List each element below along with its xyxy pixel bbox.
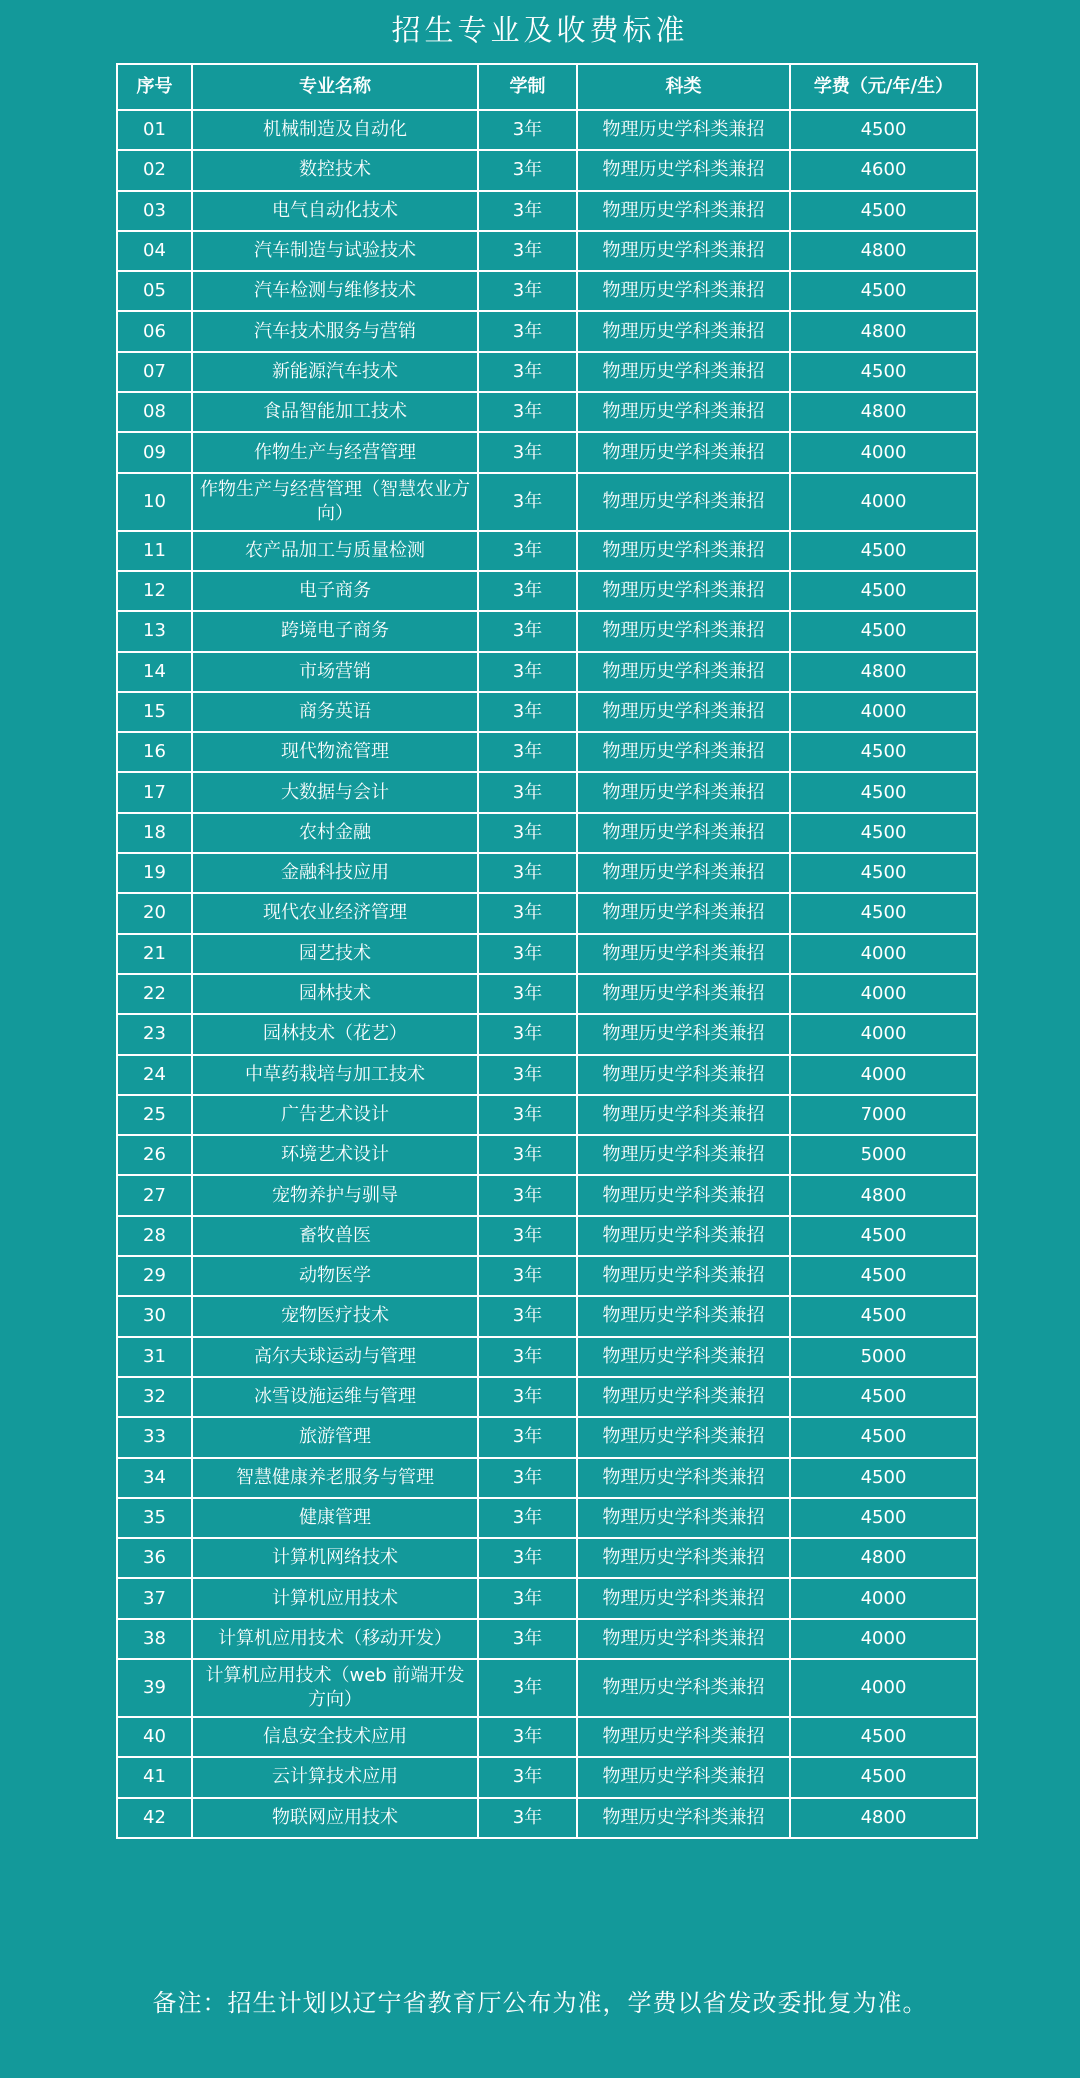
row-number: 04 — [117, 231, 192, 271]
duration: 3年 — [478, 611, 577, 651]
row-number: 31 — [117, 1337, 192, 1377]
table-row — [117, 934, 977, 974]
major-name: 园林技术（花艺） — [192, 1014, 478, 1054]
row-number: 24 — [117, 1055, 192, 1095]
tuition-fee: 4500 — [790, 271, 977, 311]
row-number: 40 — [117, 1717, 192, 1757]
table-row — [117, 1055, 977, 1095]
major-name: 作物生产与经营管理 — [192, 432, 478, 472]
subject-category: 物理历史学科类兼招 — [577, 1798, 790, 1838]
table-row — [117, 1578, 977, 1618]
table-row — [117, 893, 977, 933]
table-row — [117, 531, 977, 571]
tuition-fee: 4500 — [790, 1296, 977, 1336]
duration: 3年 — [478, 1055, 577, 1095]
row-number: 09 — [117, 432, 192, 472]
major-name: 电气自动化技术 — [192, 191, 478, 231]
tuition-fee: 4000 — [790, 974, 977, 1014]
major-name: 物联网应用技术 — [192, 1798, 478, 1838]
major-name: 汽车制造与试验技术 — [192, 231, 478, 271]
table-row — [117, 271, 977, 311]
duration: 3年 — [478, 1798, 577, 1838]
duration: 3年 — [478, 1417, 577, 1457]
duration: 3年 — [478, 692, 577, 732]
tuition-fee: 4000 — [790, 432, 977, 472]
subject-category: 物理历史学科类兼招 — [577, 692, 790, 732]
duration: 3年 — [478, 1619, 577, 1659]
tuition-fee: 5000 — [790, 1135, 977, 1175]
duration: 3年 — [478, 934, 577, 974]
subject-category: 物理历史学科类兼招 — [577, 1619, 790, 1659]
tuition-fee: 4500 — [790, 1256, 977, 1296]
table-row — [117, 1659, 977, 1717]
subject-category: 物理历史学科类兼招 — [577, 893, 790, 933]
subject-category: 物理历史学科类兼招 — [577, 1498, 790, 1538]
duration: 3年 — [478, 531, 577, 571]
subject-category: 物理历史学科类兼招 — [577, 934, 790, 974]
duration: 3年 — [478, 1216, 577, 1256]
row-number: 21 — [117, 934, 192, 974]
subject-category: 物理历史学科类兼招 — [577, 732, 790, 772]
duration: 3年 — [478, 1296, 577, 1336]
duration: 3年 — [478, 392, 577, 432]
row-number: 10 — [117, 473, 192, 531]
row-number: 38 — [117, 1619, 192, 1659]
table-row — [117, 1717, 977, 1757]
duration: 3年 — [478, 732, 577, 772]
footnote: 备注：招生计划以辽宁省教育厅公布为准，学费以省发改委批复为准。 — [152, 1989, 928, 2017]
header-major: 专业名称 — [192, 64, 478, 110]
tuition-fee: 4500 — [790, 611, 977, 651]
subject-category: 物理历史学科类兼招 — [577, 1014, 790, 1054]
tuition-fee: 4600 — [790, 150, 977, 190]
tuition-fee: 5000 — [790, 1337, 977, 1377]
duration: 3年 — [478, 352, 577, 392]
subject-category: 物理历史学科类兼招 — [577, 392, 790, 432]
row-number: 15 — [117, 692, 192, 732]
table-row — [117, 352, 977, 392]
table-row — [117, 772, 977, 812]
duration: 3年 — [478, 1337, 577, 1377]
subject-category: 物理历史学科类兼招 — [577, 1377, 790, 1417]
table-row — [117, 1619, 977, 1659]
header-fee: 学费（元/年/生） — [790, 64, 977, 110]
tuition-fee: 7000 — [790, 1095, 977, 1135]
table-row — [117, 191, 977, 231]
tuition-fee: 4800 — [790, 231, 977, 271]
tuition-fee: 4500 — [790, 813, 977, 853]
fee-table — [116, 63, 978, 1839]
table-row — [117, 974, 977, 1014]
tuition-fee: 4500 — [790, 191, 977, 231]
subject-category: 物理历史学科类兼招 — [577, 1538, 790, 1578]
subject-category: 物理历史学科类兼招 — [577, 311, 790, 351]
major-name: 现代物流管理 — [192, 732, 478, 772]
tuition-fee: 4500 — [790, 571, 977, 611]
table-row — [117, 611, 977, 651]
subject-category: 物理历史学科类兼招 — [577, 1717, 790, 1757]
major-name: 电子商务 — [192, 571, 478, 611]
tuition-fee: 4500 — [790, 1377, 977, 1417]
major-name: 园林技术 — [192, 974, 478, 1014]
duration: 3年 — [478, 813, 577, 853]
tuition-fee: 4000 — [790, 1619, 977, 1659]
row-number: 05 — [117, 271, 192, 311]
row-number: 17 — [117, 772, 192, 812]
subject-category: 物理历史学科类兼招 — [577, 1337, 790, 1377]
subject-category: 物理历史学科类兼招 — [577, 1216, 790, 1256]
table-row — [117, 692, 977, 732]
table-row — [117, 1135, 977, 1175]
major-name: 农产品加工与质量检测 — [192, 531, 478, 571]
duration: 3年 — [478, 1538, 577, 1578]
subject-category: 物理历史学科类兼招 — [577, 1417, 790, 1457]
major-name: 计算机应用技术 — [192, 1578, 478, 1618]
subject-category: 物理历史学科类兼招 — [577, 571, 790, 611]
major-name: 作物生产与经营管理（智慧农业方向） — [192, 473, 478, 531]
tuition-fee: 4500 — [790, 1717, 977, 1757]
tuition-fee: 4500 — [790, 531, 977, 571]
duration: 3年 — [478, 1659, 577, 1717]
duration: 3年 — [478, 1458, 577, 1498]
tuition-fee: 4000 — [790, 692, 977, 732]
tuition-fee: 4000 — [790, 473, 977, 531]
table-row — [117, 231, 977, 271]
duration: 3年 — [478, 652, 577, 692]
major-name: 中草药栽培与加工技术 — [192, 1055, 478, 1095]
duration: 3年 — [478, 974, 577, 1014]
duration: 3年 — [478, 231, 577, 271]
tuition-fee: 4800 — [790, 1175, 977, 1215]
row-number: 22 — [117, 974, 192, 1014]
subject-category: 物理历史学科类兼招 — [577, 1578, 790, 1618]
row-number: 16 — [117, 732, 192, 772]
duration: 3年 — [478, 1135, 577, 1175]
row-number: 06 — [117, 311, 192, 351]
subject-category: 物理历史学科类兼招 — [577, 1458, 790, 1498]
duration: 3年 — [478, 853, 577, 893]
tuition-fee: 4800 — [790, 1798, 977, 1838]
table-row — [117, 311, 977, 351]
row-number: 30 — [117, 1296, 192, 1336]
row-number: 13 — [117, 611, 192, 651]
subject-category: 物理历史学科类兼招 — [577, 652, 790, 692]
duration: 3年 — [478, 432, 577, 472]
tuition-fee: 4500 — [790, 772, 977, 812]
major-name: 新能源汽车技术 — [192, 352, 478, 392]
table-row — [117, 1095, 977, 1135]
tuition-fee: 4500 — [790, 893, 977, 933]
table-row — [117, 571, 977, 611]
tuition-fee: 4000 — [790, 1659, 977, 1717]
duration: 3年 — [478, 1578, 577, 1618]
major-name: 环境艺术设计 — [192, 1135, 478, 1175]
major-name: 市场营销 — [192, 652, 478, 692]
duration: 3年 — [478, 1095, 577, 1135]
row-number: 34 — [117, 1458, 192, 1498]
duration: 3年 — [478, 1175, 577, 1215]
duration: 3年 — [478, 473, 577, 531]
major-name: 高尔夫球运动与管理 — [192, 1337, 478, 1377]
subject-category: 物理历史学科类兼招 — [577, 1659, 790, 1717]
subject-category: 物理历史学科类兼招 — [577, 432, 790, 472]
tuition-fee: 4000 — [790, 1578, 977, 1618]
table-row — [117, 392, 977, 432]
duration: 3年 — [478, 110, 577, 150]
table-row — [117, 1256, 977, 1296]
row-number: 27 — [117, 1175, 192, 1215]
major-name: 金融科技应用 — [192, 853, 478, 893]
major-name: 畜牧兽医 — [192, 1216, 478, 1256]
table-row — [117, 1337, 977, 1377]
major-name: 商务英语 — [192, 692, 478, 732]
subject-category: 物理历史学科类兼招 — [577, 473, 790, 531]
major-name: 食品智能加工技术 — [192, 392, 478, 432]
row-number: 02 — [117, 150, 192, 190]
subject-category: 物理历史学科类兼招 — [577, 772, 790, 812]
table-row — [117, 1538, 977, 1578]
major-name: 农村金融 — [192, 813, 478, 853]
row-number: 42 — [117, 1798, 192, 1838]
major-name: 汽车技术服务与营销 — [192, 311, 478, 351]
major-name: 计算机应用技术（web 前端开发方向） — [192, 1659, 478, 1717]
duration: 3年 — [478, 271, 577, 311]
tuition-fee: 4000 — [790, 1055, 977, 1095]
row-number: 41 — [117, 1757, 192, 1797]
header-subject: 科类 — [577, 64, 790, 110]
major-name: 智慧健康养老服务与管理 — [192, 1458, 478, 1498]
row-number: 28 — [117, 1216, 192, 1256]
table-row — [117, 473, 977, 531]
table-row — [117, 1377, 977, 1417]
table-row — [117, 1175, 977, 1215]
major-name: 冰雪设施运维与管理 — [192, 1377, 478, 1417]
duration: 3年 — [478, 1014, 577, 1054]
subject-category: 物理历史学科类兼招 — [577, 1135, 790, 1175]
page-title: 招生专业及收费标准 — [391, 13, 689, 47]
table-row — [117, 652, 977, 692]
table-row — [117, 1498, 977, 1538]
row-number: 12 — [117, 571, 192, 611]
row-number: 19 — [117, 853, 192, 893]
row-number: 23 — [117, 1014, 192, 1054]
major-name: 云计算技术应用 — [192, 1757, 478, 1797]
table-row — [117, 1014, 977, 1054]
major-name: 数控技术 — [192, 150, 478, 190]
row-number: 25 — [117, 1095, 192, 1135]
row-number: 08 — [117, 392, 192, 432]
major-name: 旅游管理 — [192, 1417, 478, 1457]
subject-category: 物理历史学科类兼招 — [577, 531, 790, 571]
tuition-fee: 4500 — [790, 352, 977, 392]
tuition-fee: 4500 — [790, 1417, 977, 1457]
subject-category: 物理历史学科类兼招 — [577, 1095, 790, 1135]
major-name: 现代农业经济管理 — [192, 893, 478, 933]
header-duration: 学制 — [478, 64, 577, 110]
subject-category: 物理历史学科类兼招 — [577, 150, 790, 190]
table-row — [117, 110, 977, 150]
tuition-fee: 4500 — [790, 1757, 977, 1797]
major-name: 机械制造及自动化 — [192, 110, 478, 150]
major-name: 汽车检测与维修技术 — [192, 271, 478, 311]
major-name: 计算机应用技术（移动开发） — [192, 1619, 478, 1659]
table-row — [117, 732, 977, 772]
table-row — [117, 1296, 977, 1336]
subject-category: 物理历史学科类兼招 — [577, 191, 790, 231]
subject-category: 物理历史学科类兼招 — [577, 110, 790, 150]
table-row — [117, 1417, 977, 1457]
duration: 3年 — [478, 1256, 577, 1296]
subject-category: 物理历史学科类兼招 — [577, 974, 790, 1014]
major-name: 园艺技术 — [192, 934, 478, 974]
duration: 3年 — [478, 1717, 577, 1757]
tuition-fee: 4800 — [790, 311, 977, 351]
duration: 3年 — [478, 191, 577, 231]
subject-category: 物理历史学科类兼招 — [577, 853, 790, 893]
subject-category: 物理历史学科类兼招 — [577, 1055, 790, 1095]
duration: 3年 — [478, 772, 577, 812]
subject-category: 物理历史学科类兼招 — [577, 813, 790, 853]
row-number: 18 — [117, 813, 192, 853]
tuition-fee: 4800 — [790, 1538, 977, 1578]
duration: 3年 — [478, 893, 577, 933]
tuition-fee: 4500 — [790, 110, 977, 150]
tuition-fee: 4800 — [790, 392, 977, 432]
major-name: 大数据与会计 — [192, 772, 478, 812]
major-name: 跨境电子商务 — [192, 611, 478, 651]
major-name: 计算机网络技术 — [192, 1538, 478, 1578]
row-number: 20 — [117, 893, 192, 933]
row-number: 07 — [117, 352, 192, 392]
subject-category: 物理历史学科类兼招 — [577, 1296, 790, 1336]
tuition-fee: 4500 — [790, 732, 977, 772]
major-name: 广告艺术设计 — [192, 1095, 478, 1135]
row-number: 35 — [117, 1498, 192, 1538]
row-number: 29 — [117, 1256, 192, 1296]
duration: 3年 — [478, 571, 577, 611]
row-number: 32 — [117, 1377, 192, 1417]
duration: 3年 — [478, 1377, 577, 1417]
row-number: 11 — [117, 531, 192, 571]
subject-category: 物理历史学科类兼招 — [577, 1256, 790, 1296]
duration: 3年 — [478, 1757, 577, 1797]
row-number: 14 — [117, 652, 192, 692]
row-number: 01 — [117, 110, 192, 150]
subject-category: 物理历史学科类兼招 — [577, 352, 790, 392]
header-no: 序号 — [117, 64, 192, 110]
table-header-row — [117, 64, 977, 110]
row-number: 26 — [117, 1135, 192, 1175]
row-number: 03 — [117, 191, 192, 231]
table-row — [117, 150, 977, 190]
subject-category: 物理历史学科类兼招 — [577, 271, 790, 311]
major-name: 信息安全技术应用 — [192, 1717, 478, 1757]
major-name: 宠物养护与驯导 — [192, 1175, 478, 1215]
duration: 3年 — [478, 311, 577, 351]
table-row — [117, 1798, 977, 1838]
major-name: 动物医学 — [192, 1256, 478, 1296]
major-name: 宠物医疗技术 — [192, 1296, 478, 1336]
tuition-fee: 4000 — [790, 1014, 977, 1054]
table-row — [117, 1757, 977, 1797]
row-number: 37 — [117, 1578, 192, 1618]
tuition-fee: 4500 — [790, 1458, 977, 1498]
table-row — [117, 1216, 977, 1256]
row-number: 33 — [117, 1417, 192, 1457]
tuition-fee: 4500 — [790, 853, 977, 893]
tuition-fee: 4000 — [790, 934, 977, 974]
row-number: 36 — [117, 1538, 192, 1578]
tuition-fee: 4800 — [790, 652, 977, 692]
tuition-fee: 4500 — [790, 1498, 977, 1538]
table-row — [117, 432, 977, 472]
table-row — [117, 813, 977, 853]
row-number: 39 — [117, 1659, 192, 1717]
subject-category: 物理历史学科类兼招 — [577, 1175, 790, 1215]
tuition-fee: 4500 — [790, 1216, 977, 1256]
table-row — [117, 1458, 977, 1498]
subject-category: 物理历史学科类兼招 — [577, 1757, 790, 1797]
major-name: 健康管理 — [192, 1498, 478, 1538]
duration: 3年 — [478, 150, 577, 190]
subject-category: 物理历史学科类兼招 — [577, 611, 790, 651]
table-row — [117, 853, 977, 893]
duration: 3年 — [478, 1498, 577, 1538]
subject-category: 物理历史学科类兼招 — [577, 231, 790, 271]
